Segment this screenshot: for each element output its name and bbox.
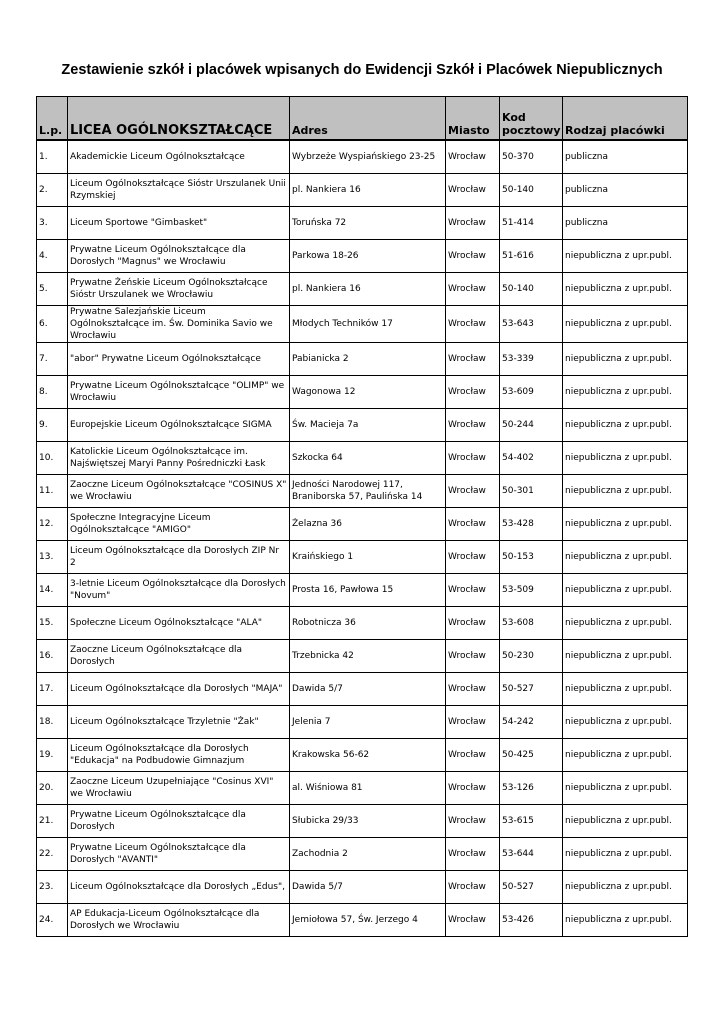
page-title: Zestawienie szkół i placówek wpisanych do Ewidencji Szkół i Placówek Niepublicznych	[61, 62, 663, 78]
cell-address: pl. Nankiera 16	[290, 174, 446, 207]
header-lp: L.p.	[37, 97, 68, 141]
cell-city: Wrocław	[446, 673, 500, 706]
cell-postal: 50-140	[500, 174, 563, 207]
table-row	[37, 376, 688, 409]
cell-address: Młodych Techników 17	[290, 306, 446, 343]
cell-lp: 13.	[37, 541, 68, 574]
cell-address: Św. Macieja 7a	[290, 409, 446, 442]
cell-type: niepubliczna z upr.publ.	[563, 871, 688, 904]
cell-postal: 53-126	[500, 772, 563, 805]
cell-name: Liceum Ogólnokształcące Trzyletnie "Żak"	[68, 706, 290, 739]
table-row	[37, 607, 688, 640]
cell-postal: 51-414	[500, 207, 563, 240]
cell-type: niepubliczna z upr.publ.	[563, 607, 688, 640]
table-row	[37, 409, 688, 442]
cell-city: Wrocław	[446, 343, 500, 376]
cell-city: Wrocław	[446, 240, 500, 273]
cell-address: Słubicka 29/33	[290, 805, 446, 838]
table-row	[37, 541, 688, 574]
cell-city: Wrocław	[446, 772, 500, 805]
cell-city: Wrocław	[446, 207, 500, 240]
cell-postal: 50-301	[500, 475, 563, 508]
cell-postal: 53-608	[500, 607, 563, 640]
cell-name: Liceum Ogólnokształcące Sióstr Urszulanek Unii Rzymskiej	[68, 174, 290, 207]
table-row	[37, 174, 688, 207]
cell-city: Wrocław	[446, 640, 500, 673]
cell-name: "abor" Prywatne Liceum Ogólnokształcące	[68, 343, 290, 376]
cell-name: Prywatne Liceum Ogólnokształcące dla Dorosłych	[68, 805, 290, 838]
cell-city: Wrocław	[446, 508, 500, 541]
cell-lp: 3.	[37, 207, 68, 240]
cell-name: Prywatne Liceum Ogólnokształcące dla Dorosłych "Magnus" we Wrocławiu	[68, 240, 290, 273]
cell-address: Zachodnia 2	[290, 838, 446, 871]
cell-postal: 53-615	[500, 805, 563, 838]
cell-lp: 15.	[37, 607, 68, 640]
cell-type: niepubliczna z upr.publ.	[563, 442, 688, 475]
cell-type: niepubliczna z upr.publ.	[563, 240, 688, 273]
cell-type: niepubliczna z upr.publ.	[563, 640, 688, 673]
cell-address: pl. Nankiera 16	[290, 273, 446, 306]
cell-name: Prywatne Liceum Ogólnokształcące dla Dorosłych "AVANTI"	[68, 838, 290, 871]
cell-type: niepubliczna z upr.publ.	[563, 409, 688, 442]
cell-name: Europejskie Liceum Ogólnokształcące SIGMA	[68, 409, 290, 442]
table-row	[37, 140, 688, 174]
cell-name: Prywatne Liceum Ogólnokształcące "OLIMP" we Wrocławiu	[68, 376, 290, 409]
cell-city: Wrocław	[446, 409, 500, 442]
cell-postal: 53-428	[500, 508, 563, 541]
cell-name: AP Edukacja-Liceum Ogólnokształcące dla Dorosłych we Wrocławiu	[68, 904, 290, 937]
table-row	[37, 871, 688, 904]
cell-name: Społeczne Liceum Ogólnokształcące "ALA"	[68, 607, 290, 640]
cell-name: Katolickie Liceum Ogólnokształcące im. Najświętszej Maryi Panny Pośredniczki Łask	[68, 442, 290, 475]
schools-table	[36, 96, 688, 937]
cell-name: Zaoczne Liceum Ogólnokształcące "COSINUS X" we Wrocławiu	[68, 475, 290, 508]
cell-address: Prosta 16, Pawłowa 15	[290, 574, 446, 607]
table-row	[37, 772, 688, 805]
cell-postal: 53-644	[500, 838, 563, 871]
cell-lp: 16.	[37, 640, 68, 673]
table-row	[37, 343, 688, 376]
header-type: Rodzaj placówki	[563, 97, 688, 141]
header-postal	[500, 97, 563, 141]
table-row	[37, 475, 688, 508]
cell-lp: 9.	[37, 409, 68, 442]
table-row	[37, 904, 688, 937]
cell-postal: 50-244	[500, 409, 563, 442]
cell-city: Wrocław	[446, 871, 500, 904]
cell-city: Wrocław	[446, 838, 500, 871]
cell-lp: 19.	[37, 739, 68, 772]
cell-lp: 2.	[37, 174, 68, 207]
cell-name: 3-letnie Liceum Ogólnokształcące dla Dorosłych "Novum"	[68, 574, 290, 607]
cell-lp: 18.	[37, 706, 68, 739]
cell-city: Wrocław	[446, 442, 500, 475]
cell-city: Wrocław	[446, 376, 500, 409]
cell-city: Wrocław	[446, 306, 500, 343]
cell-lp: 17.	[37, 673, 68, 706]
cell-lp: 7.	[37, 343, 68, 376]
cell-type: niepubliczna z upr.publ.	[563, 508, 688, 541]
table-row	[37, 805, 688, 838]
cell-city: Wrocław	[446, 805, 500, 838]
header-city: Miasto	[446, 97, 500, 141]
cell-city: Wrocław	[446, 607, 500, 640]
cell-address: Żelazna 36	[290, 508, 446, 541]
cell-name: Zaoczne Liceum Ogólnokształcące dla Dorosłych	[68, 640, 290, 673]
cell-city: Wrocław	[446, 904, 500, 937]
table-row	[37, 442, 688, 475]
cell-name: Liceum Sportowe "Gimbasket"	[68, 207, 290, 240]
cell-address: Jemiołowa 57, Św. Jerzego 4	[290, 904, 446, 937]
cell-lp: 11.	[37, 475, 68, 508]
cell-address: Parkowa 18-26	[290, 240, 446, 273]
cell-city: Wrocław	[446, 541, 500, 574]
cell-postal: 50-425	[500, 739, 563, 772]
cell-name: Prywatne Salezjańskie Liceum Ogólnokształcące im. Św. Dominika Savio we Wrocławiu	[68, 306, 290, 343]
cell-address: Szkocka 64	[290, 442, 446, 475]
cell-postal: 53-609	[500, 376, 563, 409]
cell-type: publiczna	[563, 174, 688, 207]
cell-postal: 50-370	[500, 140, 563, 174]
table-row	[37, 207, 688, 240]
table-row	[37, 574, 688, 607]
cell-type: publiczna	[563, 207, 688, 240]
cell-city: Wrocław	[446, 574, 500, 607]
cell-city: Wrocław	[446, 174, 500, 207]
cell-city: Wrocław	[446, 706, 500, 739]
cell-city: Wrocław	[446, 475, 500, 508]
cell-name: Liceum Ogólnokształcące dla Dorosłych ZIP Nr 2	[68, 541, 290, 574]
cell-postal: 50-230	[500, 640, 563, 673]
cell-address: Toruńska 72	[290, 207, 446, 240]
cell-type: niepubliczna z upr.publ.	[563, 904, 688, 937]
cell-address: Jedności Narodowej 117, Braniborska 57, Paulińska 14	[290, 475, 446, 508]
cell-address: Robotnicza 36	[290, 607, 446, 640]
cell-type: niepubliczna z upr.publ.	[563, 772, 688, 805]
cell-type: publiczna	[563, 140, 688, 174]
cell-name: Akademickie Liceum Ogólnokształcące	[68, 140, 290, 174]
cell-name: Prywatne Żeńskie Liceum Ogólnokształcące Sióstr Urszulanek we Wrocławiu	[68, 273, 290, 306]
cell-name: Zaoczne Liceum Uzupełniające "Cosinus XVI" we Wrocławiu	[68, 772, 290, 805]
cell-address: Trzebnicka 42	[290, 640, 446, 673]
cell-postal: 53-643	[500, 306, 563, 343]
cell-name: Liceum Ogólnokształcące dla Dorosłych "Edukacja" na Podbudowie Gimnazjum	[68, 739, 290, 772]
cell-address: al. Wiśniowa 81	[290, 772, 446, 805]
cell-postal: 51-616	[500, 240, 563, 273]
cell-postal: 50-527	[500, 673, 563, 706]
cell-postal: 53-339	[500, 343, 563, 376]
cell-lp: 21.	[37, 805, 68, 838]
cell-type: niepubliczna z upr.publ.	[563, 306, 688, 343]
cell-city: Wrocław	[446, 273, 500, 306]
cell-postal: 53-426	[500, 904, 563, 937]
cell-postal: 50-153	[500, 541, 563, 574]
cell-city: Wrocław	[446, 739, 500, 772]
cell-lp: 8.	[37, 376, 68, 409]
cell-postal: 53-509	[500, 574, 563, 607]
cell-postal: 54-242	[500, 706, 563, 739]
cell-address: Dawida 5/7	[290, 673, 446, 706]
cell-lp: 12.	[37, 508, 68, 541]
cell-lp: 14.	[37, 574, 68, 607]
cell-lp: 22.	[37, 838, 68, 871]
cell-name: Liceum Ogólnokształcące dla Dorosłych "MAJA"	[68, 673, 290, 706]
cell-address: Pabianicka 2	[290, 343, 446, 376]
cell-address: Jelenia 7	[290, 706, 446, 739]
cell-type: niepubliczna z upr.publ.	[563, 739, 688, 772]
cell-address: Kraińskiego 1	[290, 541, 446, 574]
cell-postal: 50-140	[500, 273, 563, 306]
table-row	[37, 306, 688, 343]
cell-address: Wybrzeże Wyspiańskiego 23-25	[290, 140, 446, 174]
cell-lp: 1.	[37, 140, 68, 174]
cell-address: Wagonowa 12	[290, 376, 446, 409]
header-postal-line1: Kod	[502, 111, 526, 124]
table-header-row	[37, 97, 688, 141]
cell-lp: 23.	[37, 871, 68, 904]
header-postal-line2: pocztowy	[502, 124, 561, 137]
cell-type: niepubliczna z upr.publ.	[563, 376, 688, 409]
cell-lp: 20.	[37, 772, 68, 805]
cell-type: niepubliczna z upr.publ.	[563, 475, 688, 508]
cell-lp: 4.	[37, 240, 68, 273]
table-row	[37, 640, 688, 673]
cell-address: Dawida 5/7	[290, 871, 446, 904]
table-row	[37, 706, 688, 739]
cell-type: niepubliczna z upr.publ.	[563, 673, 688, 706]
header-address: Adres	[290, 97, 446, 141]
cell-lp: 6.	[37, 306, 68, 343]
cell-city: Wrocław	[446, 140, 500, 174]
cell-postal: 54-402	[500, 442, 563, 475]
cell-lp: 5.	[37, 273, 68, 306]
table-row	[37, 508, 688, 541]
cell-lp: 24.	[37, 904, 68, 937]
table-row	[37, 240, 688, 273]
cell-type: niepubliczna z upr.publ.	[563, 343, 688, 376]
table-row	[37, 838, 688, 871]
cell-name: Społeczne Integracyjne Liceum Ogólnokształcące "AMIGO"	[68, 508, 290, 541]
cell-address: Krakowska 56-62	[290, 739, 446, 772]
cell-type: niepubliczna z upr.publ.	[563, 541, 688, 574]
cell-name: Liceum Ogólnokształcące dla Dorosłych „Edus",	[68, 871, 290, 904]
table-row	[37, 739, 688, 772]
cell-type: niepubliczna z upr.publ.	[563, 805, 688, 838]
cell-type: niepubliczna z upr.publ.	[563, 706, 688, 739]
table-row	[37, 673, 688, 706]
table-row	[37, 273, 688, 306]
cell-lp: 10.	[37, 442, 68, 475]
cell-type: niepubliczna z upr.publ.	[563, 838, 688, 871]
cell-type: niepubliczna z upr.publ.	[563, 574, 688, 607]
cell-postal: 50-527	[500, 871, 563, 904]
header-name: LICEA OGÓLNOKSZTAŁCĄCE	[68, 97, 290, 141]
cell-type: niepubliczna z upr.publ.	[563, 273, 688, 306]
